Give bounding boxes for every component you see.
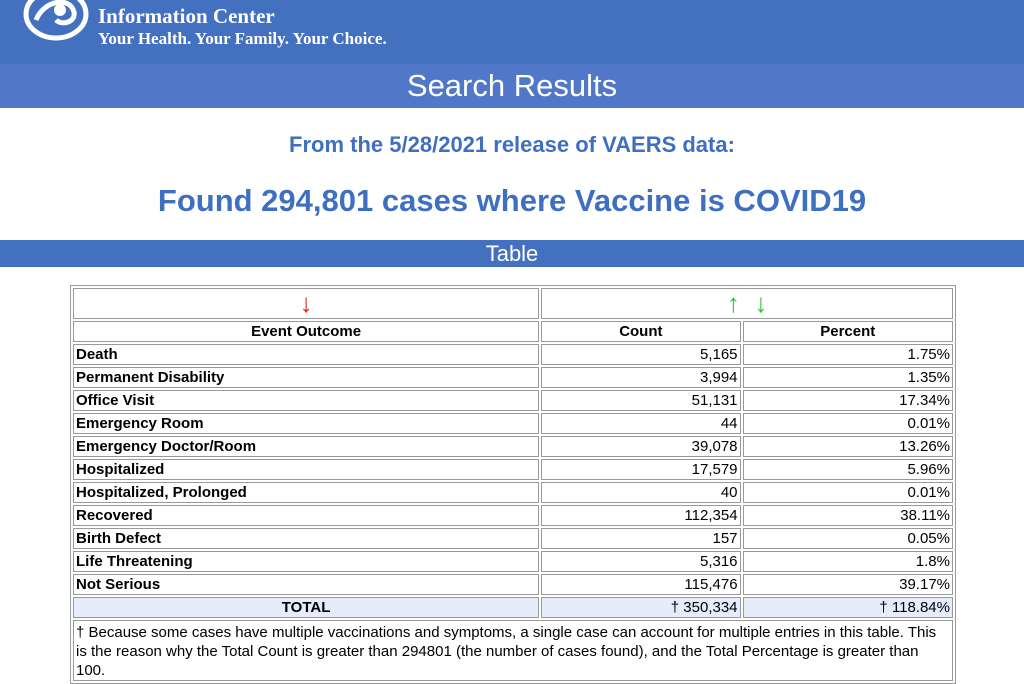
table-row xyxy=(73,551,953,572)
row-count: 39,078 xyxy=(541,436,740,457)
row-count: 112,354 xyxy=(541,505,740,526)
row-percent: 1.8% xyxy=(743,551,953,572)
total-row xyxy=(73,597,953,618)
sort-asc-arrow-icon[interactable]: ↑ xyxy=(726,288,740,318)
row-outcome: Recovered xyxy=(73,505,539,526)
row-outcome: Office Visit xyxy=(73,390,539,411)
row-count: 115,476 xyxy=(541,574,740,595)
column-header-count: Count xyxy=(541,321,740,342)
row-count: 5,165 xyxy=(541,344,740,365)
row-outcome: Not Serious xyxy=(73,574,539,595)
row-outcome: Hospitalized xyxy=(73,459,539,480)
sort-row xyxy=(73,288,953,319)
sort-desc-arrow-icon[interactable]: ↓ xyxy=(754,288,768,318)
row-percent: 17.34% xyxy=(743,390,953,411)
sort-desc-arrow-icon[interactable]: ↓ xyxy=(299,288,313,318)
row-count: 44 xyxy=(541,413,740,434)
table-footnote: † Because some cases have multiple vaccinations and symptoms, a single case can account for multiple entries in this table. This is the reason why the Total Count is greater than 294801 (the number of cases found), and the Total Percentage is greater than 100. xyxy=(73,620,953,681)
table-header-row xyxy=(73,321,953,342)
sort-outcome-cell xyxy=(73,288,539,319)
row-percent: 0.05% xyxy=(743,528,953,549)
row-percent: 39.17% xyxy=(743,574,953,595)
table-row xyxy=(73,367,953,388)
table-row xyxy=(73,528,953,549)
table-row xyxy=(73,459,953,480)
row-count: 40 xyxy=(541,482,740,503)
total-count: † 350,334 xyxy=(541,597,740,618)
table-row xyxy=(73,436,953,457)
site-header xyxy=(0,0,1024,64)
brand-title[interactable]: Information Center xyxy=(98,4,275,28)
row-percent: 0.01% xyxy=(743,482,953,503)
row-count: 157 xyxy=(541,528,740,549)
column-header-percent: Percent xyxy=(743,321,953,342)
sort-count-cell xyxy=(541,288,953,319)
row-outcome: Hospitalized, Prolonged xyxy=(73,482,539,503)
results-count-heading: Found 294,801 cases where Vaccine is COVID19 xyxy=(157,183,867,218)
row-count: 51,131 xyxy=(541,390,740,411)
row-count: 3,994 xyxy=(541,367,740,388)
row-outcome: Emergency Room xyxy=(73,413,539,434)
brand-tagline: Your Health. Your Family. Your Choice. xyxy=(98,29,387,48)
row-percent: 13.26% xyxy=(743,436,953,457)
row-percent: 1.75% xyxy=(743,344,953,365)
table-section-header: Table xyxy=(0,240,1024,267)
site-logo-icon[interactable] xyxy=(22,0,90,42)
results-table xyxy=(70,285,956,684)
page-title: Search Results xyxy=(0,64,1024,108)
row-percent: 1.35% xyxy=(743,367,953,388)
row-count: 17,579 xyxy=(541,459,740,480)
table-row xyxy=(73,505,953,526)
row-outcome: Emergency Doctor/Room xyxy=(73,436,539,457)
row-outcome: Death xyxy=(73,344,539,365)
total-label: TOTAL xyxy=(73,597,539,618)
row-count: 5,316 xyxy=(541,551,740,572)
total-percent: † 118.84% xyxy=(743,597,953,618)
table-row xyxy=(73,413,953,434)
row-percent: 38.11% xyxy=(743,505,953,526)
table-row xyxy=(73,390,953,411)
table-row xyxy=(73,344,953,365)
footnote-row xyxy=(73,620,953,681)
table-row xyxy=(73,574,953,595)
row-outcome: Birth Defect xyxy=(73,528,539,549)
release-line: From the 5/28/2021 release of VAERS data: xyxy=(289,132,735,157)
results-table-container xyxy=(70,285,956,684)
row-percent: 0.01% xyxy=(743,413,953,434)
row-outcome: Life Threatening xyxy=(73,551,539,572)
row-outcome: Permanent Disability xyxy=(73,367,539,388)
row-percent: 5.96% xyxy=(743,459,953,480)
table-row xyxy=(73,482,953,503)
column-header-outcome: Event Outcome xyxy=(73,321,539,342)
